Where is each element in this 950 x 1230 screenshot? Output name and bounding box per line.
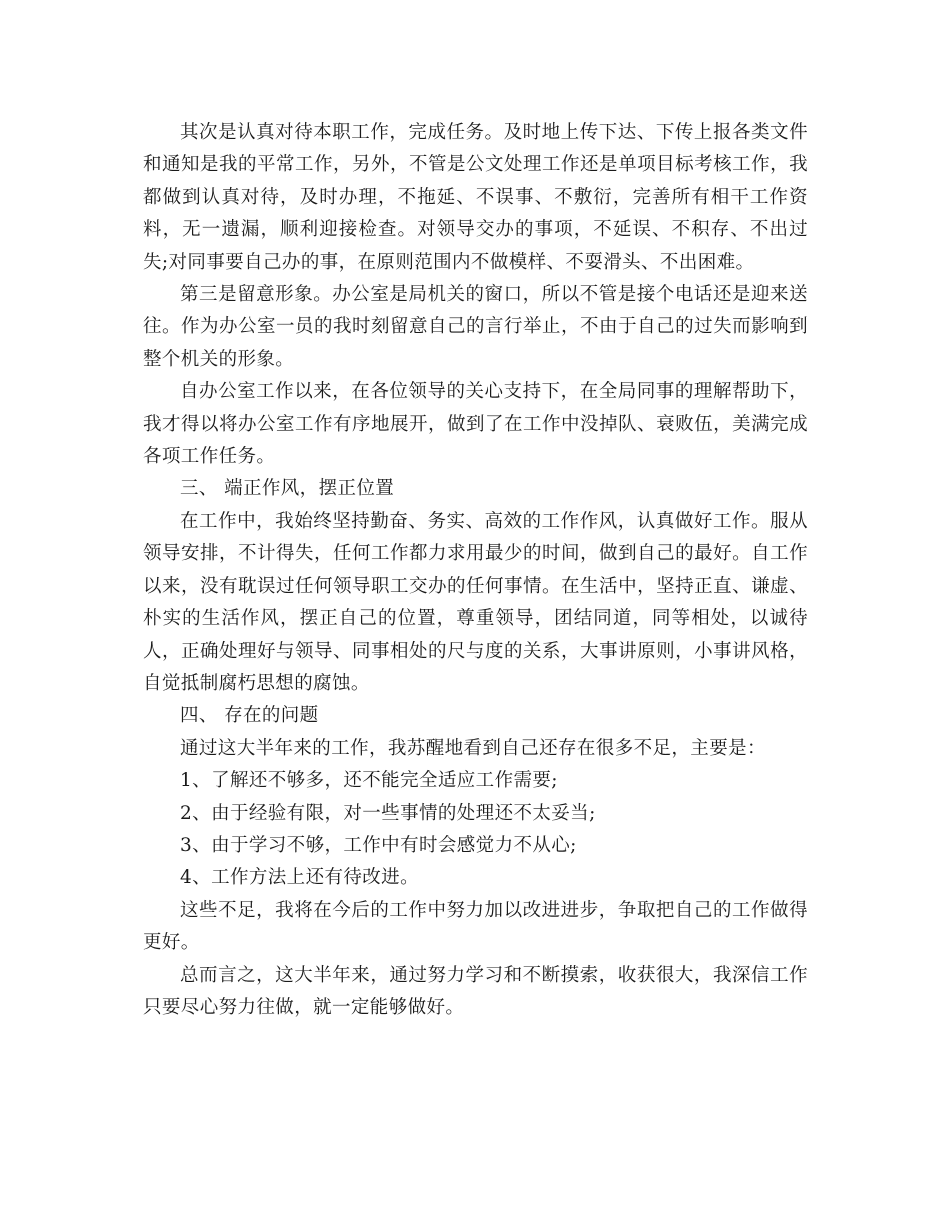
section-heading-style: 三、 端正作风，摆正位置: [180, 478, 395, 500]
list-item-problem-3: 3、由于学习不够，工作中有时会感觉力不从心;: [180, 834, 577, 856]
document-body: [143, 117, 808, 1024]
section-heading-problems: 四、 存在的问题: [180, 705, 319, 727]
paragraph-improvement: 这些不足，我将在今后的工作中努力加以改进进步，争取把自己的工作做得更好。: [143, 899, 808, 954]
list-item-problem-1: 1、了解还不够多，还不能完全适应工作需要;: [180, 770, 558, 792]
paragraph-work-style: 在工作中，我始终坚持勤奋、务实、高效的工作作风，认真做好工作。服从领导安排，不计得失，任何工作都力求用最少的时间，做到自己的最好。自工作以来，没有耽误过任何领导职工交办的任何事情。在生活中，坚持正直、谦虚、朴实的生活作风，摆正自己的位置，尊重领导，团结同道，同等相处，以诚待人，正确处理好与领导、同事相处的尺与度的关系，大事讲原则，小事讲风格，自觉抵制腐朽思想的腐蚀。: [143, 510, 808, 694]
paragraph-problems-intro: 通过这大半年来的工作，我苏醒地看到自己还存在很多不足，主要是：: [180, 737, 766, 759]
paragraph-support: 自办公室工作以来，在各位领导的关心支持下，在全局同事的理解帮助下，我才得以将办公室工作有序地展开，做到了在工作中没掉队、衰败伍，美满完成各项工作任务。: [143, 381, 808, 468]
list-item-problem-4: 4、工作方法上还有待改进。: [180, 867, 419, 889]
paragraph-duty-work: 其次是认真对待本职工作，完成任务。及时地上传下达、下传上报各类文件和通知是我的平常工作，另外，不管是公文处理工作还是单项目标考核工作，我都做到认真对待，及时办理，不拖延、不误事、不敷衍，完善所有相干工作资料，无一遗漏，顺利迎接检查。对领导交办的事项，不延误、不积存、不出过失;对同事要自己办的事，在原则范围内不做模样、不耍滑头、不出困难。: [143, 122, 808, 273]
list-item-problem-2: 2、由于经验有限，对一些事情的处理还不太妥当;: [180, 802, 596, 824]
paragraph-conclusion: 总而言之，这大半年来，通过努力学习和不断摸索，收获很大，我深信工作只要尽心努力往做，就一定能够做好。: [143, 964, 808, 1018]
paragraph-image: 第三是留意形象。办公室是局机关的窗口，所以不管是接个电话还是迎来送往。作为办公室一员的我时刻留意自己的言行举止，不由于自己的过失而影响到整个机关的形象。: [143, 284, 808, 370]
